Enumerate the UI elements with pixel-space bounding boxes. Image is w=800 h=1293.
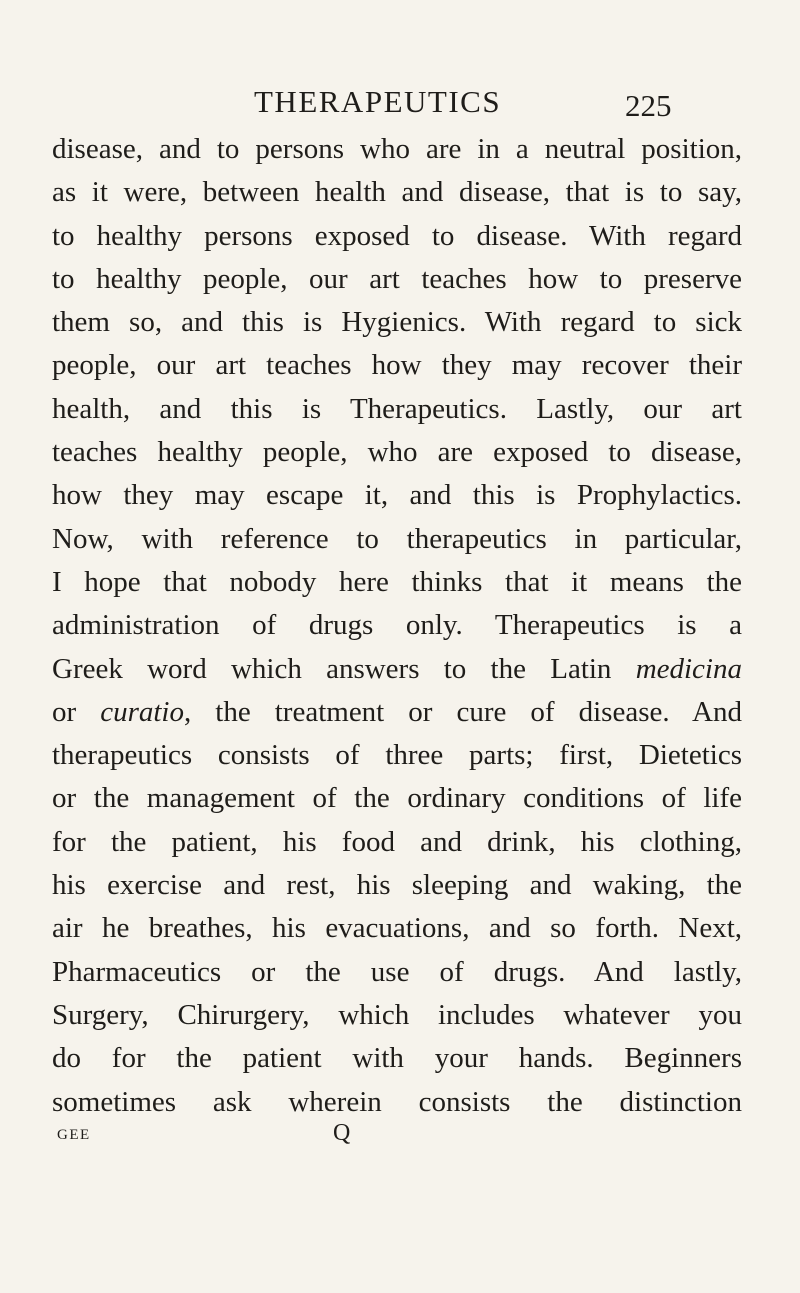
italic-term: curatio bbox=[100, 695, 184, 728]
text-line: or the management of the ordinary conditions of life bbox=[52, 782, 742, 815]
signature-letter: Q bbox=[333, 1120, 351, 1146]
text-line: for the patient, his food and drink, his clothing, bbox=[52, 825, 742, 858]
page-footer bbox=[0, 1120, 800, 1150]
text-line: to healthy persons exposed to disease. With regard bbox=[52, 219, 742, 252]
text-line: air he breathes, his evacuations, and so forth. Next, bbox=[52, 912, 742, 945]
page-number: 225 bbox=[625, 88, 672, 123]
text-line: administration of drugs only. Therapeutics is a bbox=[52, 609, 742, 642]
text-line: do for the patient with your hands. Beginners bbox=[52, 1042, 742, 1075]
italic-term: medicina bbox=[635, 652, 742, 685]
text-line: or curatio, the treatment or cure of disease. And bbox=[52, 695, 742, 728]
text-line: his exercise and rest, his sleeping and waking, the bbox=[52, 869, 742, 902]
text-line: Now, with reference to therapeutics in particular, bbox=[52, 522, 742, 555]
text-line: to healthy people, our art teaches how to preserve bbox=[52, 262, 742, 295]
body-text bbox=[52, 128, 742, 1124]
text-line: them so, and this is Hygienics. With regard to sick bbox=[52, 306, 742, 339]
text-line: health, and this is Therapeutics. Lastly, our art bbox=[52, 392, 742, 425]
text-line: therapeutics consists of three parts; first, Dietetics bbox=[52, 739, 742, 772]
text-line: Greek word which answers to the Latin medicina bbox=[52, 652, 742, 685]
signature-mark: GEE bbox=[57, 1127, 91, 1143]
text-line: as it were, between health and disease, that is to say, bbox=[52, 176, 742, 209]
text-line: I hope that nobody here thinks that it means the bbox=[52, 565, 742, 598]
text-line: teaches healthy people, who are exposed to disease, bbox=[52, 436, 742, 469]
text-line: Surgery, Chirurgery, which includes whatever you bbox=[52, 998, 742, 1031]
running-title: THERAPEUTICS bbox=[254, 84, 502, 119]
text-line: how they may escape it, and this is Prophylactics. bbox=[52, 479, 742, 512]
text-line: sometimes ask wherein consists the distinction bbox=[52, 1085, 742, 1118]
text-line: Pharmaceutics or the use of drugs. And lastly, bbox=[52, 955, 742, 988]
text-line: disease, and to persons who are in a neutral position, bbox=[52, 133, 742, 165]
running-head bbox=[0, 82, 800, 126]
text-line: people, our art teaches how they may recover their bbox=[52, 349, 742, 382]
